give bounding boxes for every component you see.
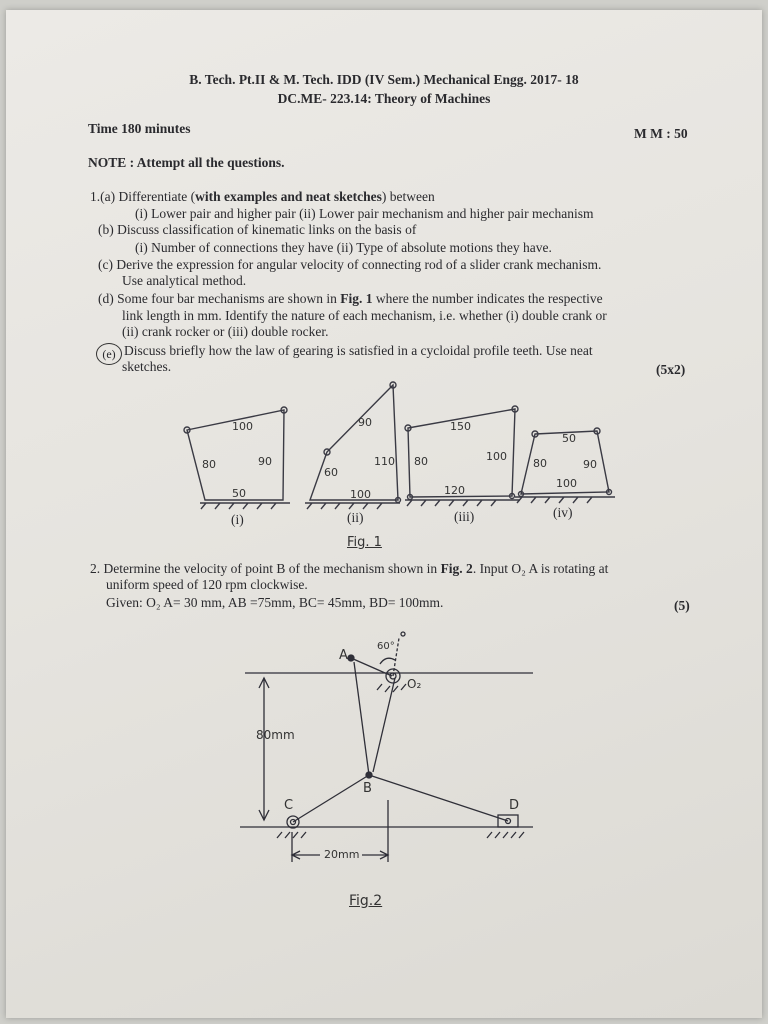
fig2-angle-arc (380, 658, 395, 664)
m2-bottom-length: 100 (350, 488, 371, 501)
point-a-label: A (339, 648, 348, 663)
m4-top-length: 50 (562, 432, 576, 445)
q2-suffix: . Input O₂ A is rotating at (472, 561, 609, 576)
fig1-caption: Fig. 1 (347, 535, 382, 550)
q1e-line-2: sketches. (122, 359, 172, 374)
m3-bottom-length: 120 (444, 484, 465, 497)
q2-given: Given: O₂ A= 30 mm, AB =75mm, BC= 45mm, BD= 100mm. (106, 595, 444, 610)
m1-bottom-length: 50 (232, 487, 246, 500)
q2-marks: (5) (674, 598, 690, 613)
q1c-line-2: Use analytical method. (122, 273, 247, 288)
q1d-line-3: (ii) crank rocker or (iii) double rocker. (122, 324, 329, 339)
link-ab (354, 662, 369, 775)
m3-label: (iii) (454, 509, 475, 524)
m3-left-length: 80 (414, 455, 428, 468)
m2-top-length: 90 (358, 416, 372, 429)
angle-label: 60° (377, 641, 395, 652)
q1d-fig-ref: Fig. 1 (340, 291, 373, 306)
q1e-circled-label: (e) (96, 343, 122, 365)
m1-left-length: 80 (202, 458, 216, 471)
m2-label: (ii) (347, 510, 364, 525)
m3-top-length: 150 (450, 420, 471, 433)
m4-label: (iv) (553, 505, 573, 520)
joint-b (366, 772, 372, 778)
m4-bottom-length: 100 (556, 477, 577, 490)
m2-left-length: 60 (324, 466, 338, 479)
point-c-label: C (284, 798, 294, 813)
link-bc (293, 775, 369, 822)
m1-label: (i) (231, 512, 244, 527)
q2-fig-ref: Fig. 2 (440, 561, 473, 576)
time-label: Time 180 minutes (88, 121, 191, 136)
m1-right-length: 90 (258, 455, 272, 468)
q1a-bold: with examples and neat sketches (195, 189, 382, 204)
fig2-caption: Fig.2 (349, 893, 383, 909)
point-o2-label: O₂ (407, 677, 422, 691)
m2-right-length: 110 (374, 455, 395, 468)
link-o2b (373, 678, 395, 772)
q1c-line-1: (c) Derive the expression for angular velocity of connecting rod of a slider crank mechanism. (98, 257, 602, 272)
dim-80mm-label: 80mm (256, 728, 295, 742)
q1a-suffix: ) between (381, 189, 435, 204)
q1d-text: (d) Some four bar mechanisms are shown in (98, 291, 341, 306)
max-marks: M M : 50 (634, 126, 688, 141)
q2-text: 2. Determine the velocity of point B of the mechanism shown in (90, 561, 441, 576)
q2-line-2: uniform speed of 120 rpm clockwise. (106, 577, 308, 592)
q1d-suffix: where the number indicates the respective (372, 291, 603, 306)
q1a-items: (i) Lower pair and higher pair (ii) Lower pair mechanism and higher pair mechanism (135, 206, 594, 221)
dim-20mm-label: 20mm (324, 848, 360, 861)
link-bd (369, 775, 508, 821)
point-b-label: B (363, 781, 372, 796)
q1d-line-2: link length in mm. Identify the nature of each mechanism, i.e. whether (i) double crank or (122, 308, 607, 323)
fig2-small-circle (401, 632, 405, 636)
m4-right-length: 90 (583, 458, 597, 471)
q1a-text: 1.(a) Differentiate ( (90, 189, 196, 204)
joint-a (348, 655, 354, 661)
header-line-2: DC.ME- 223.14: Theory of Machines (277, 91, 491, 106)
note: NOTE : Attempt all the questions. (88, 155, 285, 170)
q1b-items: (i) Number of connections they have (ii) Type of absolute motions they have. (135, 240, 552, 255)
q1b: (b) Discuss classification of kinematic links on the basis of (98, 222, 417, 237)
m4-left-length: 80 (533, 457, 547, 470)
m1-top-length: 100 (232, 420, 253, 433)
q1-marks: (5x2) (656, 362, 686, 377)
m3-right-length: 100 (486, 450, 507, 463)
fig2-ground-hatch (277, 832, 524, 838)
q1e-line-1: Discuss briefly how the law of gearing is satisfied in a cycloidal profile teeth. Use neat (124, 343, 593, 358)
point-d-label: D (509, 798, 520, 813)
header-line-1: B. Tech. Pt.II & M. Tech. IDD (IV Sem.) Mechanical Engg. 2017- 18 (189, 72, 579, 87)
